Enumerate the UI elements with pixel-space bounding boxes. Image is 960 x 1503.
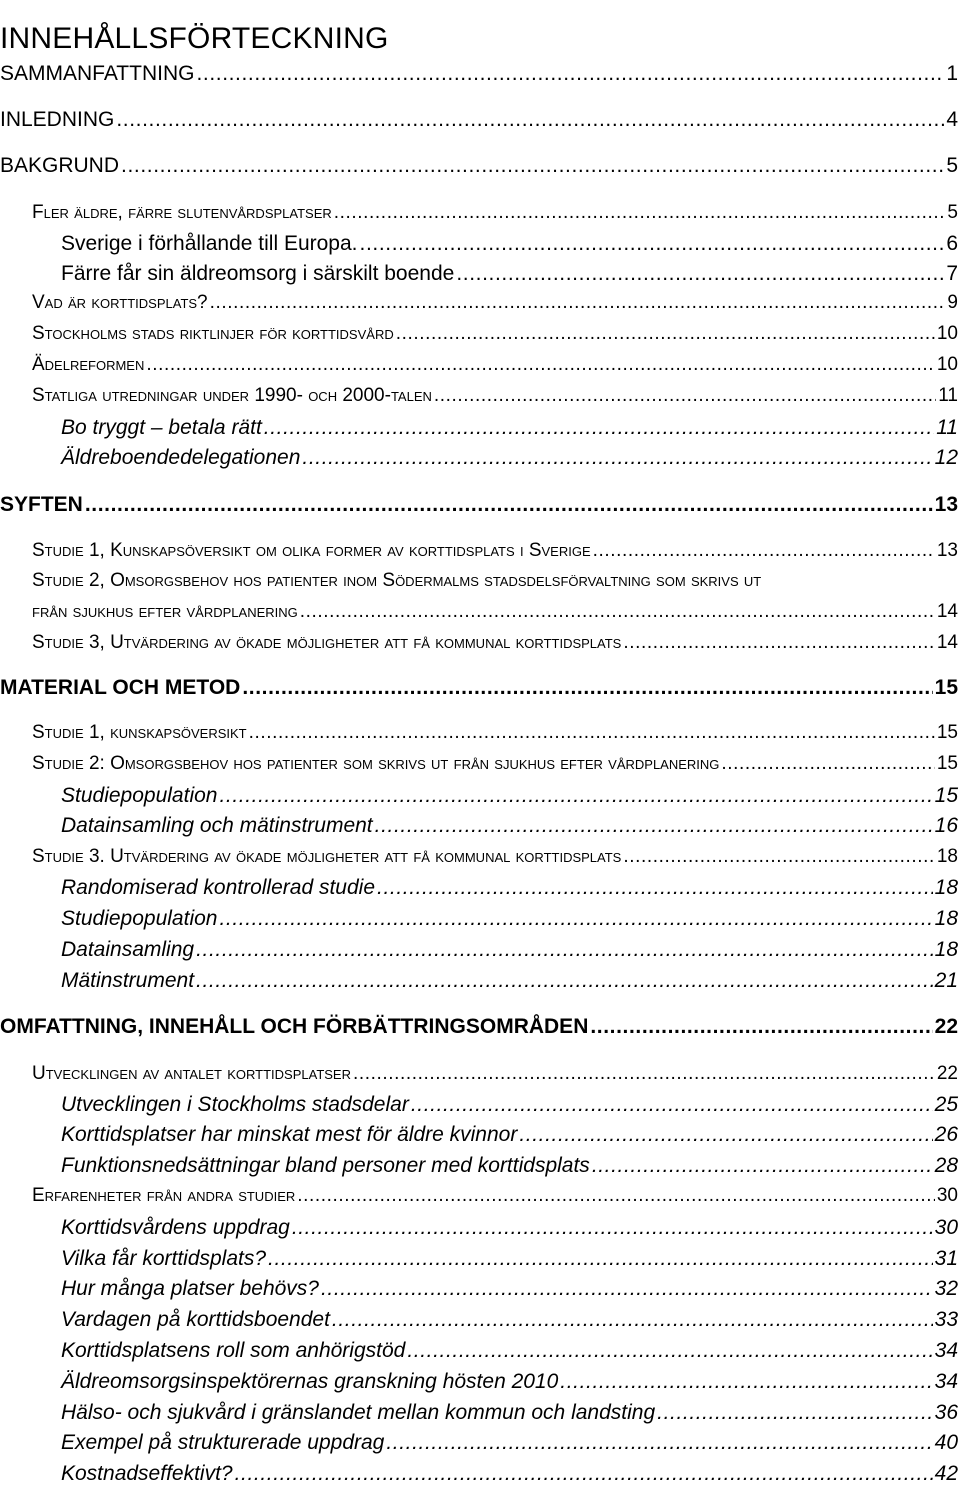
dot-leader (242, 676, 932, 700)
dot-leader (377, 876, 933, 900)
toc-entry-page: 21 (934, 969, 958, 992)
toc-entry-title: INLEDNING (0, 108, 115, 131)
toc-entry-title: Datainsamling (61, 938, 195, 961)
toc-entry-page: 7 (946, 262, 958, 285)
toc-entry-title: Hälso- och sjukvård i gränslandet mellan kommun och landsting (61, 1401, 656, 1424)
toc-entry[interactable] (0, 154, 958, 178)
dot-leader (249, 722, 935, 744)
toc-entry-page: 34 (934, 1339, 958, 1362)
toc-entry-title: Vad är korttidsplats? (32, 292, 208, 313)
toc-entry-page: 15 (934, 784, 958, 807)
toc-entry[interactable] (0, 385, 958, 407)
dot-leader (353, 1063, 935, 1085)
dot-leader (360, 232, 945, 256)
toc-entry[interactable] (0, 938, 958, 962)
dot-leader (85, 493, 933, 517)
toc-entry-page: 14 (936, 632, 958, 653)
toc-entry-page: 5 (946, 154, 958, 177)
dot-leader (407, 1339, 932, 1363)
toc-entry-page: 4 (946, 108, 958, 131)
dot-leader (623, 632, 935, 654)
toc-entry-title: Fler äldre, färre slutenvårdsplatser (32, 202, 332, 223)
toc-entry-title: Utvecklingen av antalet korttidsplatser (32, 1063, 351, 1084)
toc-entry-page: 22 (934, 1015, 958, 1038)
dot-leader (386, 1431, 932, 1455)
toc-entry-title: Sverige i förhållande till Europa. (61, 232, 358, 255)
dot-leader (623, 846, 935, 868)
dot-leader (297, 1185, 935, 1207)
toc-entry-title: Vilka får korttidsplats? (61, 1247, 267, 1270)
toc-entry-page: 15 (936, 722, 958, 743)
toc-entry[interactable] (0, 354, 958, 376)
toc-entry-title: Studie 3, Utvärdering av ökade möjligheter att få kommunal korttidsplats (32, 632, 622, 653)
toc-entry-title: Korttidsplatsens roll som anhörigstöd (61, 1339, 406, 1362)
toc-entry[interactable] (0, 570, 958, 592)
dot-leader (292, 1216, 933, 1240)
dot-leader (321, 1277, 933, 1301)
toc-entry-title: Äldreboendedelegationen (61, 446, 301, 469)
toc-entry-page: 11 (938, 385, 958, 406)
toc-entry[interactable] (0, 493, 958, 517)
toc-entry[interactable] (0, 1185, 958, 1207)
toc-entry-page: 13 (936, 540, 958, 561)
toc-entry-page: 18 (936, 846, 958, 867)
dot-leader (334, 202, 946, 224)
toc-entry[interactable] (0, 108, 958, 132)
dot-leader (332, 1308, 933, 1332)
toc-entry-page: 22 (936, 1063, 958, 1084)
toc-entry[interactable] (0, 1370, 958, 1394)
toc-entry[interactable] (0, 753, 958, 775)
toc-entry-page: 16 (934, 814, 958, 837)
toc-entry-page: 13 (934, 493, 958, 516)
dot-leader (300, 601, 935, 623)
toc-entry-title: Hur många platser behövs? (61, 1277, 319, 1300)
toc-entry-title: Äldreomsorgsinspektörernas granskning hösten 2010 (61, 1370, 559, 1393)
toc-entry-page: 10 (936, 354, 958, 375)
toc-entry-page: 34 (934, 1370, 958, 1393)
toc-entry-title: Korttidsvårdens uppdrag (61, 1216, 290, 1239)
toc-entry-page: 12 (934, 446, 958, 469)
toc-entry[interactable] (0, 1216, 958, 1240)
toc-entry-title: Mätinstrument (61, 969, 195, 992)
dot-leader (302, 446, 932, 470)
toc-entry-page: 36 (934, 1401, 958, 1424)
toc-entry[interactable] (0, 907, 958, 931)
toc-entry-title: OMFATTNING, INNEHÅLL OCH FÖRBÄTTRINGSOMRÅDEN (0, 1015, 589, 1038)
dot-leader (560, 1370, 932, 1394)
toc-entry[interactable] (0, 784, 958, 808)
dot-leader (590, 1015, 932, 1039)
toc-entry[interactable] (0, 876, 958, 900)
toc-entry-page: 10 (936, 323, 958, 344)
toc-entry-title: Funktionsnedsättningar bland personer med korttidsplats (61, 1154, 590, 1177)
toc-entry-page: 25 (934, 1093, 958, 1116)
toc-entry[interactable] (0, 632, 958, 654)
toc-entry[interactable] (0, 1123, 958, 1147)
toc-entry-page: 1 (946, 62, 958, 85)
toc-entry[interactable] (0, 601, 958, 623)
toc-entry-page: 32 (934, 1277, 958, 1300)
toc-entry-page: 18 (934, 876, 958, 899)
toc-entry[interactable] (0, 969, 958, 993)
toc-entry-title: Studie 2, Omsorgsbehov hos patienter inom Södermalms stadsdelsförvaltning som skrivs ut (32, 570, 762, 591)
dot-leader (210, 292, 946, 314)
dot-leader (657, 1401, 933, 1425)
toc-entry[interactable] (0, 262, 958, 286)
dot-leader (116, 108, 944, 132)
toc-entry-page: 30 (936, 1185, 958, 1206)
toc-entry-page: 26 (934, 1123, 958, 1146)
toc-entry-title: Bo tryggt – betala rätt (61, 416, 262, 439)
toc-entry[interactable] (0, 1339, 958, 1363)
toc-entry-title: Exempel på strukturerade uppdrag (61, 1431, 385, 1454)
toc-entry-page: 30 (934, 1216, 958, 1239)
toc-entry[interactable] (0, 292, 958, 314)
toc-entry-title: Vardagen på korttidsboendet (61, 1308, 330, 1331)
toc-entry-title: Stockholms stads riktlinjer för korttidsvård (32, 323, 394, 344)
toc-entry-title: SAMMANFATTNING (0, 62, 195, 85)
dot-leader (593, 540, 935, 562)
toc-entry-title: Studie 2: Omsorgsbehov hos patienter som skrivs ut från sjukhus efter vårdplanering (32, 753, 720, 774)
dot-leader (196, 938, 933, 962)
toc-entry-title: Studiepopulation (61, 784, 218, 807)
toc-entry-page: 18 (934, 907, 958, 930)
toc-entry-title: Utvecklingen i Stockholms stadsdelar (61, 1093, 409, 1116)
dot-leader (196, 62, 944, 86)
toc-entry-title: Studie 1, Kunskapsöversikt om olika former av korttidsplats i Sverige (32, 540, 591, 561)
toc-entry[interactable] (0, 1247, 958, 1271)
toc-entry[interactable] (0, 416, 958, 440)
toc-entry[interactable] (0, 1015, 958, 1039)
toc-entry-title: Korttidsplatser har minskat mest för äldre kvinnor (61, 1123, 518, 1146)
toc-entry[interactable] (0, 1063, 958, 1085)
toc-entry-page: 15 (936, 753, 958, 774)
dot-leader (375, 814, 933, 838)
toc-entry-page: 40 (934, 1431, 958, 1454)
toc-entry[interactable] (0, 1401, 958, 1425)
toc-entry[interactable] (0, 1154, 958, 1178)
toc-entry-title: Datainsamling och mätinstrument (61, 814, 373, 837)
toc-entry[interactable] (0, 846, 958, 868)
toc-entry[interactable] (0, 814, 958, 838)
toc-entry-title: Randomiserad kontrollerad studie (61, 876, 376, 899)
toc-entry-page: 33 (934, 1308, 958, 1331)
toc-entry[interactable] (0, 1431, 958, 1455)
toc-entry-page: 42 (934, 1462, 958, 1485)
toc-entry[interactable] (0, 1093, 958, 1117)
dot-leader (411, 1093, 933, 1117)
dot-leader (264, 416, 934, 440)
toc-entry-page: 28 (934, 1154, 958, 1177)
toc-entry-title: Ädelreformen (32, 354, 145, 375)
toc-title: INNEHÅLLSFÖRTECKNING (0, 22, 389, 56)
toc-entry[interactable] (0, 1462, 958, 1486)
toc-entry-page: 11 (936, 416, 958, 439)
dot-leader (721, 753, 934, 775)
toc-entry[interactable] (0, 1277, 958, 1301)
toc-entry-title: från sjukhus efter vårdplanering (32, 601, 298, 622)
toc-entry-page: 6 (946, 232, 958, 255)
dot-leader (268, 1247, 933, 1271)
toc-entry[interactable] (0, 323, 958, 345)
toc-entry-title: Kostnadseffektivt? (61, 1462, 233, 1485)
toc-entry-title: BAKGRUND (0, 154, 120, 177)
toc-entry-title: Erfarenheter från andra studier (32, 1185, 296, 1206)
toc-entry[interactable] (0, 202, 958, 224)
toc-entry[interactable] (0, 62, 958, 86)
toc-entry-page: 9 (947, 292, 958, 313)
dot-leader (121, 154, 944, 178)
dot-leader (592, 1154, 933, 1178)
toc-entry-title: Färre får sin äldreomsorg i särskilt boende (61, 262, 455, 285)
toc-entry-page: 18 (934, 938, 958, 961)
toc-entry[interactable] (0, 722, 958, 744)
toc-entry-title: Studiepopulation (61, 907, 218, 930)
dot-leader (396, 323, 935, 345)
dot-leader (219, 784, 932, 808)
toc-entry-title: SYFTEN (0, 493, 83, 516)
toc-entry[interactable] (0, 1308, 958, 1332)
toc-entry[interactable] (0, 676, 958, 700)
toc-entry[interactable] (0, 446, 958, 470)
dot-leader (196, 969, 933, 993)
toc-entry[interactable] (0, 232, 958, 256)
toc-entry-title: MATERIAL OCH METOD (0, 676, 241, 699)
dot-leader (519, 1123, 932, 1147)
dot-leader (456, 262, 944, 286)
toc-entry-title: Statliga utredningar under 1990- och 2000-talen (32, 385, 432, 406)
toc-entry-page: 31 (934, 1247, 958, 1270)
dot-leader (235, 1462, 933, 1486)
toc-entry-page: 5 (947, 202, 958, 223)
dot-leader (219, 907, 932, 931)
dot-leader (146, 354, 935, 376)
toc-entry-page: 15 (934, 676, 958, 699)
toc-entry-page: 14 (936, 601, 958, 622)
dot-leader (434, 385, 936, 407)
toc-entry[interactable] (0, 540, 958, 562)
toc-entry-title: Studie 3. Utvärdering av ökade möjligheter att få kommunal korttidsplats (32, 846, 622, 867)
toc-entry-title: Studie 1, kunskapsöversikt (32, 722, 247, 743)
